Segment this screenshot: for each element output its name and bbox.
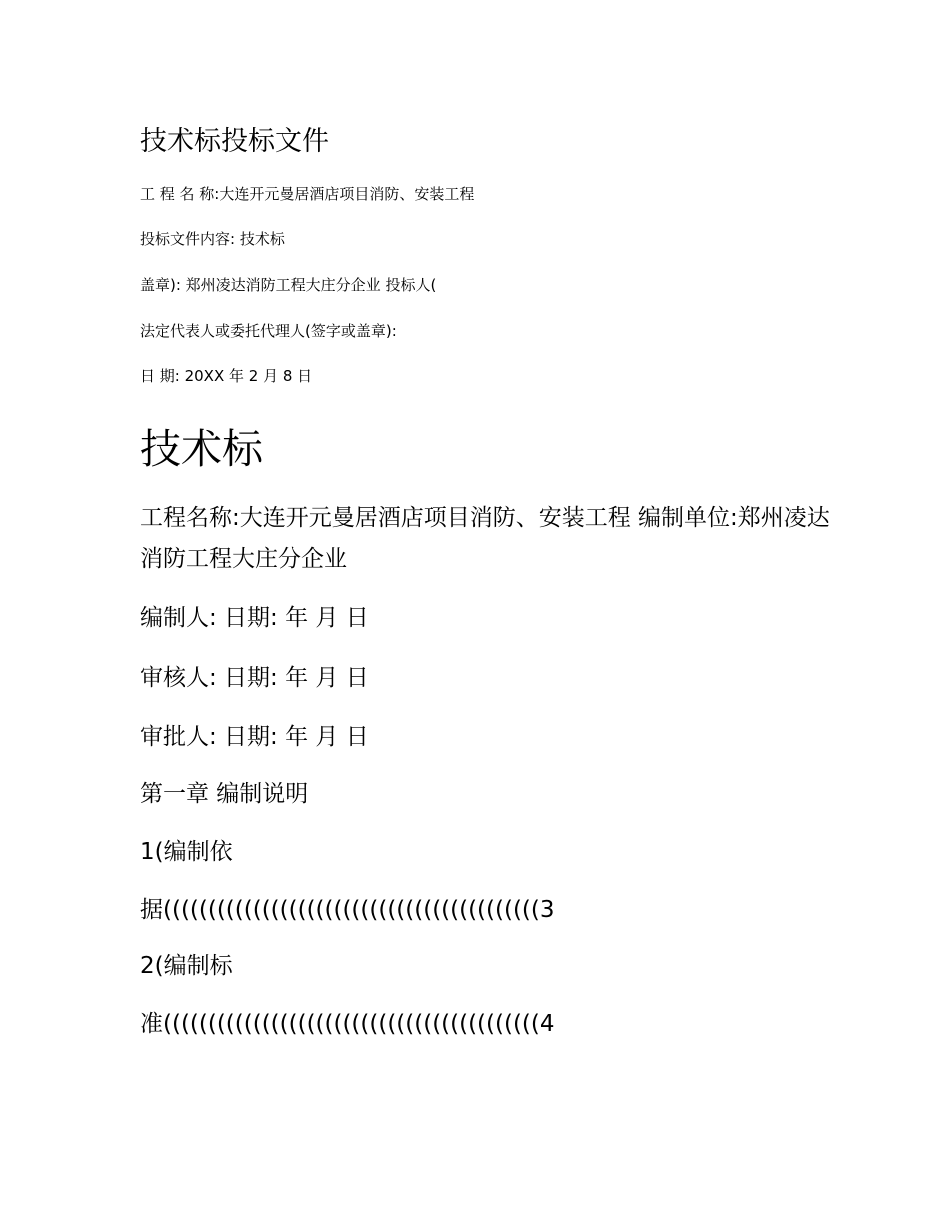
toc-item-2-leader: 准((((((((((((((((((((((((((((((((((((((((((4 xyxy=(140,1011,555,1037)
project-name-line: 工 程 名 称:大连开元曼居酒店项目消防、安装工程 xyxy=(140,185,475,203)
project-info-block: 工程名称:大连开元曼居酒店项目消防、安装工程 编制单位:郑州凌达消防工程大庄分企业 xyxy=(140,505,830,572)
bid-content-line: 投标文件内容: 技术标 xyxy=(140,230,285,248)
toc-item-1-heading: 1(编制依 xyxy=(140,839,233,865)
bidder-line: 盖章): 郑州凌达消防工程大庄分企业 投标人( xyxy=(140,276,437,294)
main-title: 技术标 xyxy=(140,425,263,473)
toc-item-1-leader: 据((((((((((((((((((((((((((((((((((((((((((3 xyxy=(140,897,555,923)
chapter-title: 第一章 编制说明 xyxy=(140,781,309,807)
cover-title: 技术标投标文件 xyxy=(140,126,329,157)
toc-item-2-heading: 2(编制标 xyxy=(140,953,233,979)
representative-line: 法定代表人或委托代理人(签字或盖章): xyxy=(140,322,397,340)
reviewed-by-line: 审核人: 日期: 年 月 日 xyxy=(140,665,369,691)
date-line: 日 期: 20XX 年 2 月 8 日 xyxy=(140,367,313,385)
prepared-by-line: 编制人: 日期: 年 月 日 xyxy=(140,605,369,631)
approved-by-line: 审批人: 日期: 年 月 日 xyxy=(140,724,369,750)
